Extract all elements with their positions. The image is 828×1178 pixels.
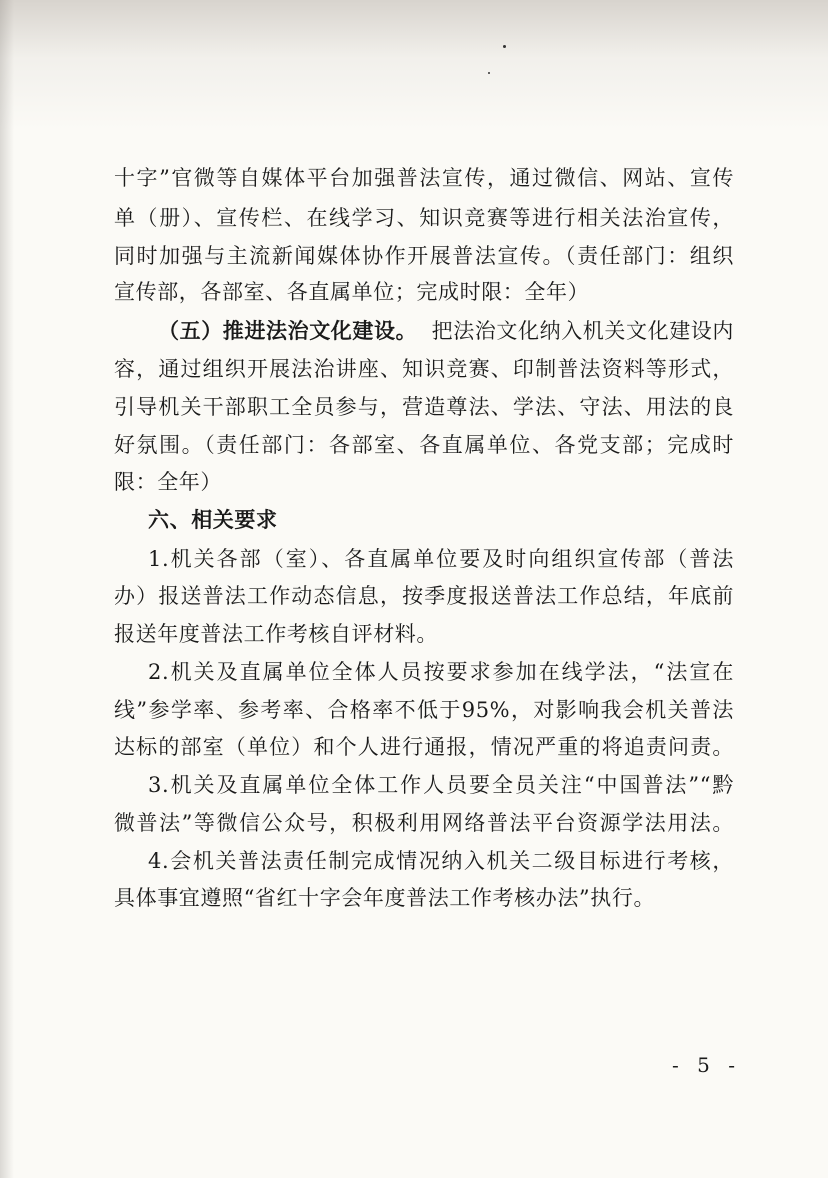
- text-line: 办）报送普法工作动态信息，按季度报送普法工作总结，年底前: [114, 584, 734, 608]
- section-heading-five: （五）推进法治文化建设。: [158, 318, 418, 343]
- text-line: 线”参学率、参考率、合格率不低于95%，对影响我会机关普法: [114, 698, 734, 722]
- text-line: 宣传部，各部室、各直属单位；完成时限：全年）: [114, 280, 590, 304]
- scan-shadow-left: [0, 0, 14, 1178]
- text-line: 微普法”等微信公众号，积极利用网络普法平台资源学法用法。: [114, 811, 734, 835]
- page-number: - 5 -: [672, 1053, 741, 1077]
- text-line: 单（册）、宣传栏、在线学习、知识竞赛等进行相关法治宣传，: [114, 206, 734, 230]
- scan-shadow-top: [0, 0, 828, 130]
- text-line: 容，通过组织开展法治讲座、知识竞赛、印制普法资料等形式，: [114, 357, 734, 381]
- text-line: 限：全年）: [114, 470, 222, 494]
- text-line: 1.机关各部（室）、各直属单位要及时向组织宣传部（普法: [148, 547, 734, 571]
- text-line: 报送年度普法工作考核自评材料。: [114, 622, 438, 646]
- text-line: 达标的部室（单位）和个人进行通报，情况严重的将追责问责。: [114, 735, 734, 759]
- section-heading-six: 六、相关要求: [148, 507, 278, 532]
- text-line: 好氛围。（责任部门：各部室、各直属单位、各党支部；完成时: [114, 433, 734, 457]
- text-line: 3.机关及直属单位全体工作人员要全员关注“中国普法”“黔: [148, 773, 734, 797]
- text-line: 4.会机关普法责任制完成情况纳入机关二级目标进行考核，: [148, 849, 734, 873]
- text-line: 具体事宜遵照“省红十字会年度普法工作考核办法”执行。: [114, 886, 656, 910]
- text-line: 十字”官微等自媒体平台加强普法宣传，通过微信、网站、宣传: [114, 166, 734, 190]
- text-line: 把法治文化纳入机关文化建设内: [431, 319, 734, 343]
- text-line: 引导机关干部职工全员参与，营造尊法、学法、守法、用法的良: [114, 395, 734, 419]
- scan-speck: [503, 45, 506, 48]
- text-line: 同时加强与主流新闻媒体协作开展普法宣传。（责任部门：组织: [114, 244, 734, 268]
- text-line: 2.机关及直属单位全体人员按要求参加在线学法，“法宣在: [148, 660, 734, 684]
- section-five-line: [158, 313, 734, 349]
- scan-speck: [488, 72, 490, 74]
